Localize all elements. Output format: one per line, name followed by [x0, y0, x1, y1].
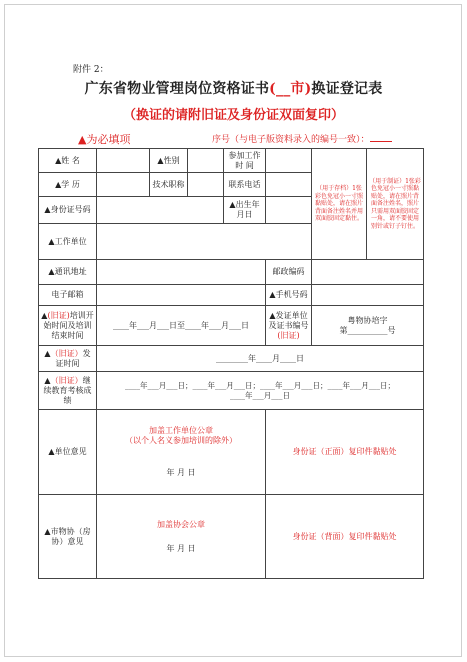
employer-label: ▲工作单位: [39, 224, 97, 260]
birth-field[interactable]: [266, 197, 312, 224]
mobile-label: ▲手机号码: [266, 285, 312, 306]
assoc-seal-note: 加盖协会公章: [157, 519, 205, 529]
cont-text: 继续教育考核成绩: [43, 375, 92, 405]
continuing-ed-label: [39, 372, 97, 410]
cont-old-note: （旧证）: [50, 375, 83, 385]
serial-label: 序号（与电子版资料录入的编号一致）：: [212, 135, 370, 145]
address-label: ▲通讯地址: [39, 260, 97, 285]
education-field[interactable]: [97, 173, 150, 197]
cert-date-label: [39, 346, 97, 372]
serial-blank[interactable]: [370, 133, 392, 142]
id-back-slot[interactable]: 身份证（背面）复印件黏贴处: [266, 495, 424, 579]
issuer-field[interactable]: [312, 306, 424, 346]
assoc-opinion-field[interactable]: [97, 495, 266, 579]
education-label: ▲学 历: [39, 173, 97, 197]
phone-field[interactable]: [266, 173, 312, 197]
employer-field[interactable]: [97, 224, 312, 260]
cont-mark: ▲: [44, 375, 51, 385]
mobile-field[interactable]: [312, 285, 424, 306]
cert-old-note: （旧证）: [50, 348, 83, 358]
id-number-field[interactable]: [97, 197, 224, 224]
required-note: ▲为必填项: [78, 133, 131, 146]
unit-opinion-field[interactable]: [97, 410, 266, 495]
issuer-mark: ▲: [269, 310, 276, 320]
title-rank-field[interactable]: [188, 173, 224, 197]
issuer-label: [266, 306, 312, 346]
issuer-value-1: 粤物协培字: [347, 315, 388, 325]
cont-value-1: ____年___月___日；____年___月___日；____年___月___日；____年___月___日；: [125, 381, 395, 391]
cert-text: 发证时间: [55, 348, 91, 368]
gender-label: ▲性别: [150, 149, 188, 173]
training-period-label: [39, 306, 97, 346]
title-city: (__市): [269, 81, 312, 97]
assoc-date: 年 月 日: [166, 543, 196, 553]
email-field[interactable]: [97, 285, 266, 306]
title-suffix: 换证登记表: [311, 81, 383, 97]
unit-seal-note: 加盖工作单位公章: [149, 426, 213, 435]
assoc-opinion-label: ▲市物协（房协）意见: [39, 495, 97, 579]
email-label: 电子邮箱: [39, 285, 97, 306]
id-front-slot[interactable]: 身份证（正面）复印件黏贴处: [266, 410, 424, 495]
annex-label: 附件 2：: [73, 65, 109, 75]
photo-cert-slot[interactable]: （用于制证）1张彩色免冠小一寸照黏贴处，请在照片背面备注姓名，照片只需用双面胶固定一角，请不要使用别针或钉子钉住。: [367, 149, 424, 260]
unit-seal-note-2: （以个人名义参加培训的除外）: [125, 436, 237, 445]
name-label: ▲姓 名: [39, 149, 97, 173]
cert-date-field[interactable]: ________年____月____日: [97, 346, 424, 372]
unit-date: 年 月 日: [166, 468, 196, 477]
cont-value-2: ____年___月___日: [230, 390, 290, 400]
name-field[interactable]: [97, 149, 150, 173]
address-field[interactable]: [97, 260, 266, 285]
gender-field[interactable]: [188, 149, 224, 173]
photo-archive-slot[interactable]: （用于存档）1张彩色免冠小一寸照黏贴处，请在照片背面备注姓名并用双面胶固定黏住。: [312, 149, 367, 260]
title-prefix: 广东省物业管理岗位资格证书: [84, 81, 270, 97]
postcode-field[interactable]: [312, 260, 424, 285]
postcode-label: 邮政编码: [266, 260, 312, 285]
cert-mark: ▲: [44, 348, 51, 358]
continuing-ed-field[interactable]: [97, 372, 424, 410]
birth-label: ▲出生年月日: [224, 197, 266, 224]
issuer-value-2: 第__________号: [339, 325, 396, 335]
registration-form: [38, 148, 424, 579]
issuer-text: 发证单位及证书编号: [268, 310, 309, 330]
id-number-label: ▲身份证号码: [39, 197, 97, 224]
train-text: 培训开始时间及培训结束时间: [43, 310, 94, 340]
train-old-note: (旧证): [47, 310, 70, 320]
title-rank-label: 技术职称: [150, 173, 188, 197]
work-time-label: 参加工作时 间: [224, 149, 266, 173]
training-period-field[interactable]: ____年___月___日至____年___月___日: [97, 306, 266, 346]
train-mark: ▲: [41, 310, 48, 320]
work-time-field[interactable]: [266, 149, 312, 173]
phone-label: 联系电话: [224, 173, 266, 197]
issuer-old-note: (旧证): [277, 330, 300, 340]
unit-opinion-label: ▲单位意见: [39, 410, 97, 495]
page-subtitle: （换证的请附旧证及身份证双面复印）: [122, 108, 344, 123]
serial-number: [212, 132, 392, 145]
page-title: [0, 78, 467, 98]
